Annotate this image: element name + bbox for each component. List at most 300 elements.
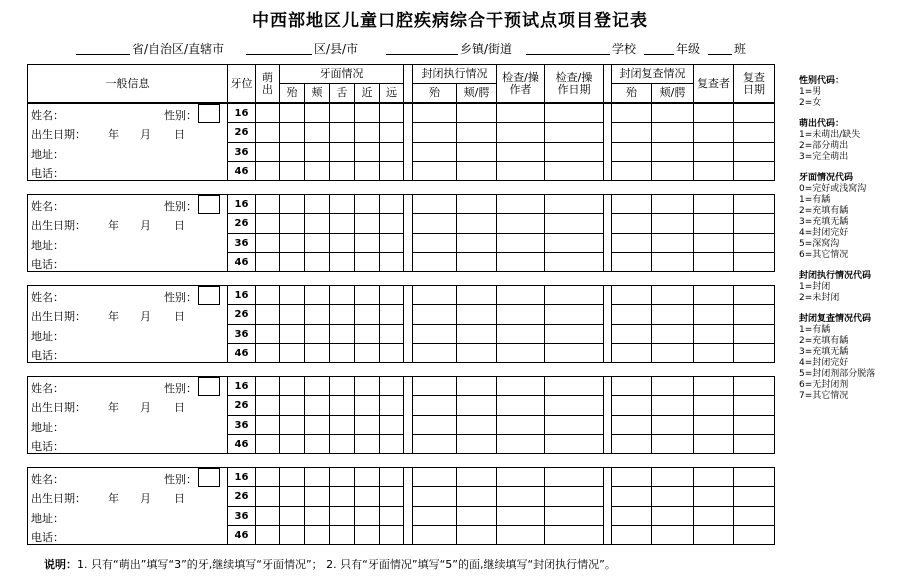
reviewer-cell[interactable] [694,526,734,545]
eruption-cell[interactable] [256,195,280,214]
address-field[interactable] [28,234,228,253]
surface-distal-cell[interactable] [380,416,404,435]
town-blank[interactable] [386,40,458,55]
seal-exec-occlusal-cell[interactable] [413,396,457,416]
reviewer-cell[interactable] [694,325,734,344]
seal-exec-occlusal-cell[interactable] [413,104,457,123]
seal-exec-occlusal-cell[interactable] [413,344,457,363]
inspector-cell[interactable] [497,143,545,162]
inspect-date-cell[interactable] [545,162,604,181]
surface-mesial-cell[interactable] [355,143,380,162]
surface-lingual-cell[interactable] [330,526,355,545]
seal-exec-occlusal-cell[interactable] [413,123,457,143]
seal-review-occlusal-cell[interactable] [612,396,652,416]
seal-review-occlusal-cell[interactable] [612,416,652,435]
review-date-cell[interactable] [734,526,775,545]
seal-exec-occlusal-cell[interactable] [413,253,457,272]
seal-review-buccal-cell[interactable] [652,435,694,454]
surface-distal-cell[interactable] [380,396,404,416]
eruption-cell[interactable] [256,396,280,416]
review-date-cell[interactable] [734,377,775,396]
inspect-date-cell[interactable] [545,305,604,325]
province-blank[interactable] [76,40,130,55]
reviewer-cell[interactable] [694,143,734,162]
seal-review-buccal-cell[interactable] [652,104,694,123]
seal-exec-buccal-cell[interactable] [457,526,497,545]
seal-review-buccal-cell[interactable] [652,253,694,272]
seal-review-occlusal-cell[interactable] [612,377,652,396]
seal-exec-occlusal-cell[interactable] [413,526,457,545]
surface-occlusal-cell[interactable] [280,234,305,253]
seal-exec-buccal-cell[interactable] [457,253,497,272]
student-name-field[interactable] [28,195,228,214]
surface-mesial-cell[interactable] [355,195,380,214]
surface-buccal-cell[interactable] [305,305,330,325]
inspect-date-cell[interactable] [545,104,604,123]
surface-lingual-cell[interactable] [330,305,355,325]
surface-occlusal-cell[interactable] [280,305,305,325]
surface-mesial-cell[interactable] [355,286,380,305]
seal-review-buccal-cell[interactable] [652,507,694,526]
surface-mesial-cell[interactable] [355,396,380,416]
phone-field[interactable] [28,344,228,363]
inspect-date-cell[interactable] [545,214,604,234]
district-blank[interactable] [246,40,312,55]
sex-code-box[interactable] [198,104,220,123]
seal-review-buccal-cell[interactable] [652,416,694,435]
seal-exec-buccal-cell[interactable] [457,468,497,487]
review-date-cell[interactable] [734,234,775,253]
review-date-cell[interactable] [734,195,775,214]
eruption-cell[interactable] [256,377,280,396]
surface-occlusal-cell[interactable] [280,344,305,363]
inspector-cell[interactable] [497,487,545,507]
student-name-field[interactable] [28,286,228,305]
seal-review-occlusal-cell[interactable] [612,286,652,305]
inspect-date-cell[interactable] [545,143,604,162]
surface-buccal-cell[interactable] [305,234,330,253]
surface-mesial-cell[interactable] [355,253,380,272]
eruption-cell[interactable] [256,286,280,305]
inspector-cell[interactable] [497,253,545,272]
surface-lingual-cell[interactable] [330,344,355,363]
surface-lingual-cell[interactable] [330,396,355,416]
birth-date-field[interactable] [28,396,228,416]
eruption-cell[interactable] [256,143,280,162]
phone-field[interactable] [28,253,228,272]
surface-lingual-cell[interactable] [330,253,355,272]
reviewer-cell[interactable] [694,435,734,454]
seal-exec-buccal-cell[interactable] [457,123,497,143]
surface-distal-cell[interactable] [380,305,404,325]
surface-distal-cell[interactable] [380,344,404,363]
seal-review-buccal-cell[interactable] [652,162,694,181]
surface-lingual-cell[interactable] [330,325,355,344]
seal-exec-occlusal-cell[interactable] [413,487,457,507]
seal-review-occlusal-cell[interactable] [612,214,652,234]
seal-review-occlusal-cell[interactable] [612,234,652,253]
seal-review-occlusal-cell[interactable] [612,526,652,545]
inspect-date-cell[interactable] [545,507,604,526]
surface-lingual-cell[interactable] [330,487,355,507]
inspect-date-cell[interactable] [545,416,604,435]
review-date-cell[interactable] [734,416,775,435]
inspector-cell[interactable] [497,507,545,526]
seal-exec-occlusal-cell[interactable] [413,214,457,234]
surface-mesial-cell[interactable] [355,214,380,234]
seal-review-buccal-cell[interactable] [652,305,694,325]
seal-review-occlusal-cell[interactable] [612,487,652,507]
reviewer-cell[interactable] [694,416,734,435]
reviewer-cell[interactable] [694,253,734,272]
reviewer-cell[interactable] [694,123,734,143]
inspector-cell[interactable] [497,526,545,545]
surface-distal-cell[interactable] [380,162,404,181]
reviewer-cell[interactable] [694,162,734,181]
sex-code-box[interactable] [198,377,220,396]
sex-code-box[interactable] [198,195,220,214]
seal-exec-occlusal-cell[interactable] [413,195,457,214]
surface-occlusal-cell[interactable] [280,162,305,181]
inspector-cell[interactable] [497,214,545,234]
surface-mesial-cell[interactable] [355,487,380,507]
seal-exec-occlusal-cell[interactable] [413,377,457,396]
surface-mesial-cell[interactable] [355,325,380,344]
inspect-date-cell[interactable] [545,435,604,454]
seal-exec-occlusal-cell[interactable] [413,435,457,454]
seal-exec-occlusal-cell[interactable] [413,305,457,325]
surface-occlusal-cell[interactable] [280,325,305,344]
surface-buccal-cell[interactable] [305,396,330,416]
seal-exec-occlusal-cell[interactable] [413,325,457,344]
class-blank[interactable] [708,40,732,55]
seal-exec-occlusal-cell[interactable] [413,143,457,162]
seal-review-buccal-cell[interactable] [652,143,694,162]
surface-mesial-cell[interactable] [355,344,380,363]
surface-buccal-cell[interactable] [305,214,330,234]
surface-distal-cell[interactable] [380,143,404,162]
review-date-cell[interactable] [734,487,775,507]
surface-occlusal-cell[interactable] [280,468,305,487]
surface-buccal-cell[interactable] [305,162,330,181]
inspector-cell[interactable] [497,468,545,487]
surface-occlusal-cell[interactable] [280,253,305,272]
review-date-cell[interactable] [734,162,775,181]
reviewer-cell[interactable] [694,234,734,253]
seal-exec-buccal-cell[interactable] [457,305,497,325]
surface-occlusal-cell[interactable] [280,143,305,162]
seal-exec-occlusal-cell[interactable] [413,162,457,181]
seal-exec-buccal-cell[interactable] [457,162,497,181]
review-date-cell[interactable] [734,104,775,123]
surface-buccal-cell[interactable] [305,435,330,454]
review-date-cell[interactable] [734,214,775,234]
eruption-cell[interactable] [256,162,280,181]
surface-buccal-cell[interactable] [305,507,330,526]
seal-exec-buccal-cell[interactable] [457,396,497,416]
seal-exec-occlusal-cell[interactable] [413,286,457,305]
seal-exec-buccal-cell[interactable] [457,507,497,526]
surface-distal-cell[interactable] [380,526,404,545]
student-name-field[interactable] [28,104,228,123]
inspector-cell[interactable] [497,435,545,454]
inspector-cell[interactable] [497,344,545,363]
inspect-date-cell[interactable] [545,286,604,305]
surface-occlusal-cell[interactable] [280,416,305,435]
surface-lingual-cell[interactable] [330,234,355,253]
surface-distal-cell[interactable] [380,325,404,344]
student-name-field[interactable] [28,377,228,396]
inspect-date-cell[interactable] [545,526,604,545]
eruption-cell[interactable] [256,325,280,344]
surface-lingual-cell[interactable] [330,435,355,454]
surface-occlusal-cell[interactable] [280,396,305,416]
eruption-cell[interactable] [256,253,280,272]
surface-lingual-cell[interactable] [330,123,355,143]
inspector-cell[interactable] [497,104,545,123]
inspector-cell[interactable] [497,234,545,253]
inspect-date-cell[interactable] [545,396,604,416]
surface-buccal-cell[interactable] [305,526,330,545]
seal-exec-buccal-cell[interactable] [457,377,497,396]
surface-distal-cell[interactable] [380,468,404,487]
reviewer-cell[interactable] [694,468,734,487]
birth-date-field[interactable] [28,487,228,507]
review-date-cell[interactable] [734,325,775,344]
inspect-date-cell[interactable] [545,377,604,396]
school-blank[interactable] [526,40,610,55]
inspector-cell[interactable] [497,195,545,214]
seal-review-buccal-cell[interactable] [652,123,694,143]
reviewer-cell[interactable] [694,487,734,507]
surface-buccal-cell[interactable] [305,487,330,507]
phone-field[interactable] [28,435,228,454]
surface-buccal-cell[interactable] [305,195,330,214]
reviewer-cell[interactable] [694,195,734,214]
surface-mesial-cell[interactable] [355,123,380,143]
seal-review-occlusal-cell[interactable] [612,325,652,344]
seal-review-buccal-cell[interactable] [652,234,694,253]
surface-occlusal-cell[interactable] [280,507,305,526]
surface-buccal-cell[interactable] [305,143,330,162]
seal-review-buccal-cell[interactable] [652,195,694,214]
seal-exec-buccal-cell[interactable] [457,234,497,253]
reviewer-cell[interactable] [694,286,734,305]
inspector-cell[interactable] [497,162,545,181]
address-field[interactable] [28,507,228,526]
inspect-date-cell[interactable] [545,468,604,487]
surface-distal-cell[interactable] [380,214,404,234]
surface-mesial-cell[interactable] [355,468,380,487]
review-date-cell[interactable] [734,507,775,526]
reviewer-cell[interactable] [694,344,734,363]
seal-exec-occlusal-cell[interactable] [413,507,457,526]
surface-lingual-cell[interactable] [330,507,355,526]
seal-review-buccal-cell[interactable] [652,526,694,545]
surface-distal-cell[interactable] [380,123,404,143]
surface-lingual-cell[interactable] [330,468,355,487]
surface-lingual-cell[interactable] [330,416,355,435]
seal-review-occlusal-cell[interactable] [612,195,652,214]
surface-mesial-cell[interactable] [355,305,380,325]
review-date-cell[interactable] [734,143,775,162]
inspector-cell[interactable] [497,123,545,143]
seal-review-buccal-cell[interactable] [652,487,694,507]
surface-buccal-cell[interactable] [305,416,330,435]
inspect-date-cell[interactable] [545,487,604,507]
address-field[interactable] [28,416,228,435]
seal-exec-buccal-cell[interactable] [457,416,497,435]
eruption-cell[interactable] [256,123,280,143]
surface-buccal-cell[interactable] [305,123,330,143]
surface-occlusal-cell[interactable] [280,123,305,143]
eruption-cell[interactable] [256,305,280,325]
inspect-date-cell[interactable] [545,344,604,363]
reviewer-cell[interactable] [694,104,734,123]
review-date-cell[interactable] [734,253,775,272]
eruption-cell[interactable] [256,214,280,234]
birth-date-field[interactable] [28,123,228,143]
seal-exec-occlusal-cell[interactable] [413,234,457,253]
seal-review-occlusal-cell[interactable] [612,344,652,363]
seal-exec-buccal-cell[interactable] [457,286,497,305]
seal-review-buccal-cell[interactable] [652,325,694,344]
seal-review-occlusal-cell[interactable] [612,123,652,143]
surface-mesial-cell[interactable] [355,104,380,123]
reviewer-cell[interactable] [694,214,734,234]
surface-lingual-cell[interactable] [330,377,355,396]
reviewer-cell[interactable] [694,305,734,325]
birth-date-field[interactable] [28,305,228,325]
surface-buccal-cell[interactable] [305,286,330,305]
surface-mesial-cell[interactable] [355,377,380,396]
seal-review-occlusal-cell[interactable] [612,468,652,487]
surface-occlusal-cell[interactable] [280,286,305,305]
inspector-cell[interactable] [497,286,545,305]
seal-review-buccal-cell[interactable] [652,286,694,305]
birth-date-field[interactable] [28,214,228,234]
surface-distal-cell[interactable] [380,435,404,454]
sex-code-box[interactable] [198,286,220,305]
reviewer-cell[interactable] [694,507,734,526]
surface-mesial-cell[interactable] [355,526,380,545]
surface-mesial-cell[interactable] [355,416,380,435]
review-date-cell[interactable] [734,286,775,305]
grade-blank[interactable] [644,40,674,55]
inspect-date-cell[interactable] [545,195,604,214]
seal-exec-buccal-cell[interactable] [457,487,497,507]
seal-review-occlusal-cell[interactable] [612,143,652,162]
surface-distal-cell[interactable] [380,377,404,396]
seal-exec-occlusal-cell[interactable] [413,468,457,487]
surface-lingual-cell[interactable] [330,104,355,123]
surface-lingual-cell[interactable] [330,214,355,234]
review-date-cell[interactable] [734,435,775,454]
seal-review-occlusal-cell[interactable] [612,507,652,526]
surface-occlusal-cell[interactable] [280,487,305,507]
eruption-cell[interactable] [256,507,280,526]
review-date-cell[interactable] [734,344,775,363]
surface-lingual-cell[interactable] [330,195,355,214]
surface-distal-cell[interactable] [380,487,404,507]
address-field[interactable] [28,325,228,344]
eruption-cell[interactable] [256,104,280,123]
seal-review-buccal-cell[interactable] [652,214,694,234]
review-date-cell[interactable] [734,123,775,143]
surface-buccal-cell[interactable] [305,377,330,396]
seal-exec-buccal-cell[interactable] [457,344,497,363]
inspect-date-cell[interactable] [545,253,604,272]
inspector-cell[interactable] [497,305,545,325]
surface-mesial-cell[interactable] [355,234,380,253]
surface-mesial-cell[interactable] [355,507,380,526]
seal-exec-buccal-cell[interactable] [457,143,497,162]
seal-exec-occlusal-cell[interactable] [413,416,457,435]
surface-lingual-cell[interactable] [330,143,355,162]
surface-lingual-cell[interactable] [330,162,355,181]
surface-buccal-cell[interactable] [305,468,330,487]
review-date-cell[interactable] [734,468,775,487]
surface-distal-cell[interactable] [380,195,404,214]
address-field[interactable] [28,143,228,162]
surface-occlusal-cell[interactable] [280,526,305,545]
surface-occlusal-cell[interactable] [280,104,305,123]
surface-occlusal-cell[interactable] [280,195,305,214]
reviewer-cell[interactable] [694,377,734,396]
seal-exec-buccal-cell[interactable] [457,104,497,123]
surface-mesial-cell[interactable] [355,162,380,181]
seal-review-occlusal-cell[interactable] [612,435,652,454]
review-date-cell[interactable] [734,396,775,416]
surface-mesial-cell[interactable] [355,435,380,454]
student-name-field[interactable] [28,468,228,487]
review-date-cell[interactable] [734,305,775,325]
eruption-cell[interactable] [256,526,280,545]
surface-occlusal-cell[interactable] [280,435,305,454]
seal-exec-buccal-cell[interactable] [457,435,497,454]
inspector-cell[interactable] [497,377,545,396]
seal-exec-buccal-cell[interactable] [457,325,497,344]
surface-distal-cell[interactable] [380,507,404,526]
surface-buccal-cell[interactable] [305,253,330,272]
seal-review-buccal-cell[interactable] [652,344,694,363]
eruption-cell[interactable] [256,234,280,253]
inspect-date-cell[interactable] [545,123,604,143]
surface-distal-cell[interactable] [380,253,404,272]
seal-review-buccal-cell[interactable] [652,468,694,487]
eruption-cell[interactable] [256,487,280,507]
reviewer-cell[interactable] [694,396,734,416]
sex-code-box[interactable] [198,468,220,487]
surface-lingual-cell[interactable] [330,286,355,305]
phone-field[interactable] [28,162,228,181]
surface-occlusal-cell[interactable] [280,214,305,234]
seal-exec-buccal-cell[interactable] [457,195,497,214]
inspect-date-cell[interactable] [545,325,604,344]
eruption-cell[interactable] [256,435,280,454]
inspector-cell[interactable] [497,325,545,344]
inspect-date-cell[interactable] [545,234,604,253]
inspector-cell[interactable] [497,416,545,435]
seal-review-buccal-cell[interactable] [652,396,694,416]
surface-buccal-cell[interactable] [305,104,330,123]
seal-exec-buccal-cell[interactable] [457,214,497,234]
surface-buccal-cell[interactable] [305,325,330,344]
surface-distal-cell[interactable] [380,104,404,123]
seal-review-occlusal-cell[interactable] [612,104,652,123]
seal-review-occlusal-cell[interactable] [612,305,652,325]
eruption-cell[interactable] [256,344,280,363]
